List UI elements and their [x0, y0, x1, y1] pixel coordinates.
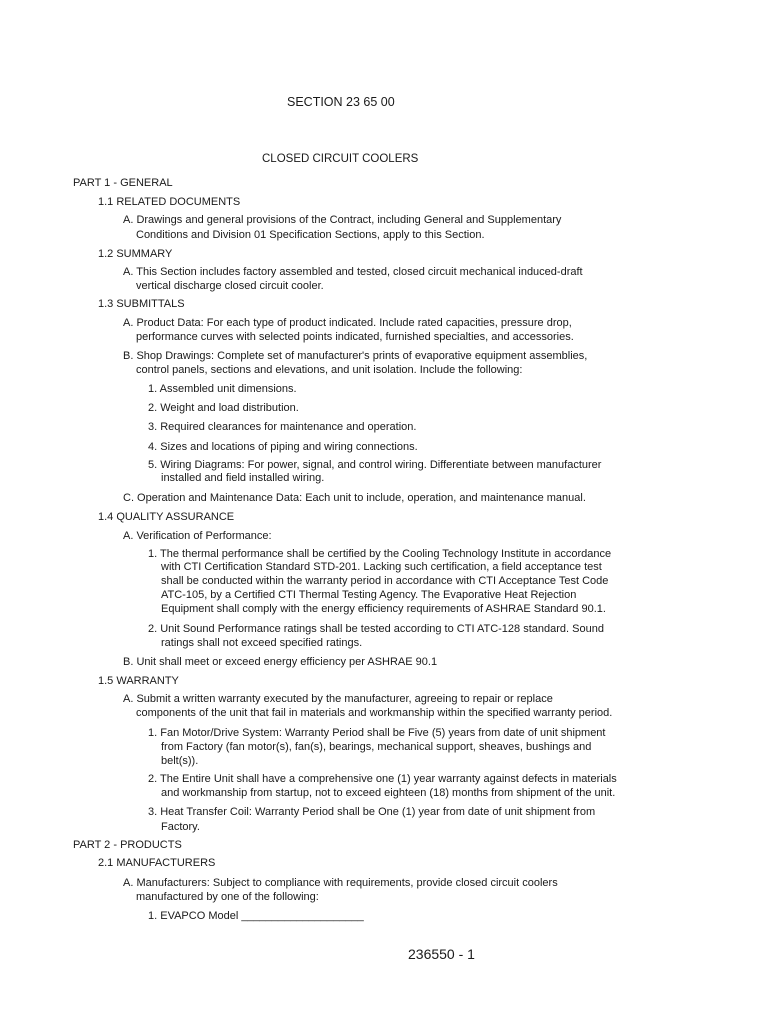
article-heading: 2.1 MANUFACTURERS	[98, 857, 216, 869]
paragraph-line: B. Unit shall meet or exceed energy efficiency per ASHRAE 90.1	[123, 656, 438, 668]
list-item: 1. Assembled unit dimensions.	[148, 383, 297, 395]
list-item: 2. Unit Sound Performance ratings shall be tested according to CTI ATC-128 standard. Sound	[148, 623, 604, 635]
document-title: CLOSED CIRCUIT COOLERS	[262, 153, 419, 165]
paragraph-line: vertical discharge closed circuit cooler.	[136, 280, 324, 292]
paragraph-line: control panels, sections and elevations, and unit isolation. Include the following:	[136, 364, 523, 376]
list-item: 4. Sizes and locations of piping and wiring connections.	[148, 441, 418, 453]
article-heading: 1.1 RELATED DOCUMENTS	[98, 196, 241, 208]
paragraph-line: manufactured by one of the following:	[136, 891, 319, 903]
paragraph-line: B. Shop Drawings: Complete set of manufacturer's prints of evaporative equipment assemblies,	[123, 350, 588, 362]
list-item: ATC-105, by a Certified CTI Thermal Testing Agency. The Evaporative Heat Rejection	[161, 589, 577, 601]
list-item: 3. Required clearances for maintenance and operation.	[148, 421, 417, 433]
list-item: 1. EVAPCO Model ____________________	[148, 910, 364, 922]
paragraph-line: A. Verification of Performance:	[123, 530, 272, 542]
list-item: installed and field installed wiring.	[161, 472, 325, 484]
list-item: Factory.	[161, 821, 200, 833]
list-item: Equipment shall comply with the energy efficiency requirements of ASHRAE Standard 90.1.	[161, 603, 606, 615]
list-item: 1. The thermal performance shall be certified by the Cooling Technology Institute in accordance	[148, 548, 612, 560]
article-heading: 1.3 SUBMITTALS	[98, 298, 185, 310]
list-item: 1. Fan Motor/Drive System: Warranty Period shall be Five (5) years from date of unit shipment	[148, 727, 606, 739]
part-heading: PART 2 - PRODUCTS	[73, 839, 182, 851]
list-item: shall be conducted within the warranty period in accordance with CTI Acceptance Test Code	[161, 575, 609, 587]
article-heading: 1.5 WARRANTY	[98, 675, 179, 687]
article-heading: 1.4 QUALITY ASSURANCE	[98, 511, 235, 523]
list-item: ratings shall not exceed specified ratings.	[161, 637, 363, 649]
list-item: 3. Heat Transfer Coil: Warranty Period shall be One (1) year from date of unit shipment from	[148, 806, 596, 818]
paragraph-line: C. Operation and Maintenance Data: Each unit to include, operation, and maintenance manual.	[123, 492, 586, 504]
article-heading: 1.2 SUMMARY	[98, 248, 173, 260]
list-item: 2. The Entire Unit shall have a comprehensive one (1) year warranty against defects in materials	[148, 773, 617, 785]
list-item: belt(s)).	[161, 755, 199, 767]
paragraph-line: components of the unit that fail in materials and workmanship within the specified warranty period.	[136, 707, 613, 719]
section-number: SECTION 23 65 00	[287, 95, 395, 109]
list-item: 5. Wiring Diagrams: For power, signal, and control wiring. Differentiate between manufacturer	[148, 459, 602, 471]
paragraph-line: performance curves with selected points indicated, furnished specialties, and accessories.	[136, 331, 574, 343]
list-item: and workmanship from startup, not to exceed eighteen (18) months from shipment of the unit.	[161, 787, 616, 799]
paragraph-line: A. This Section includes factory assembled and tested, closed circuit mechanical induced-draft	[123, 266, 583, 278]
list-item: 2. Weight and load distribution.	[148, 402, 299, 414]
list-item: from Factory (fan motor(s), fan(s), bearings, mechanical support, sheaves, bushings and	[161, 741, 592, 753]
paragraph-line: A. Manufacturers: Subject to compliance with requirements, provide closed circuit coolers	[123, 877, 558, 889]
paragraph-line: Conditions and Division 01 Specification Sections, apply to this Section.	[136, 229, 485, 241]
list-item: with CTI Certification Standard STD-201. Lacking such certification, a field acceptance test	[161, 561, 602, 573]
paragraph-line: A. Submit a written warranty executed by the manufacturer, agreeing to repair or replace	[123, 693, 553, 705]
paragraph-line: A. Product Data: For each type of product indicated. Include rated capacities, pressure drop,	[123, 317, 572, 329]
part-heading: PART 1 - GENERAL	[73, 177, 173, 189]
paragraph-line: A. Drawings and general provisions of the Contract, including General and Supplementary	[123, 214, 562, 226]
page-number: 236550 - 1	[408, 946, 475, 962]
